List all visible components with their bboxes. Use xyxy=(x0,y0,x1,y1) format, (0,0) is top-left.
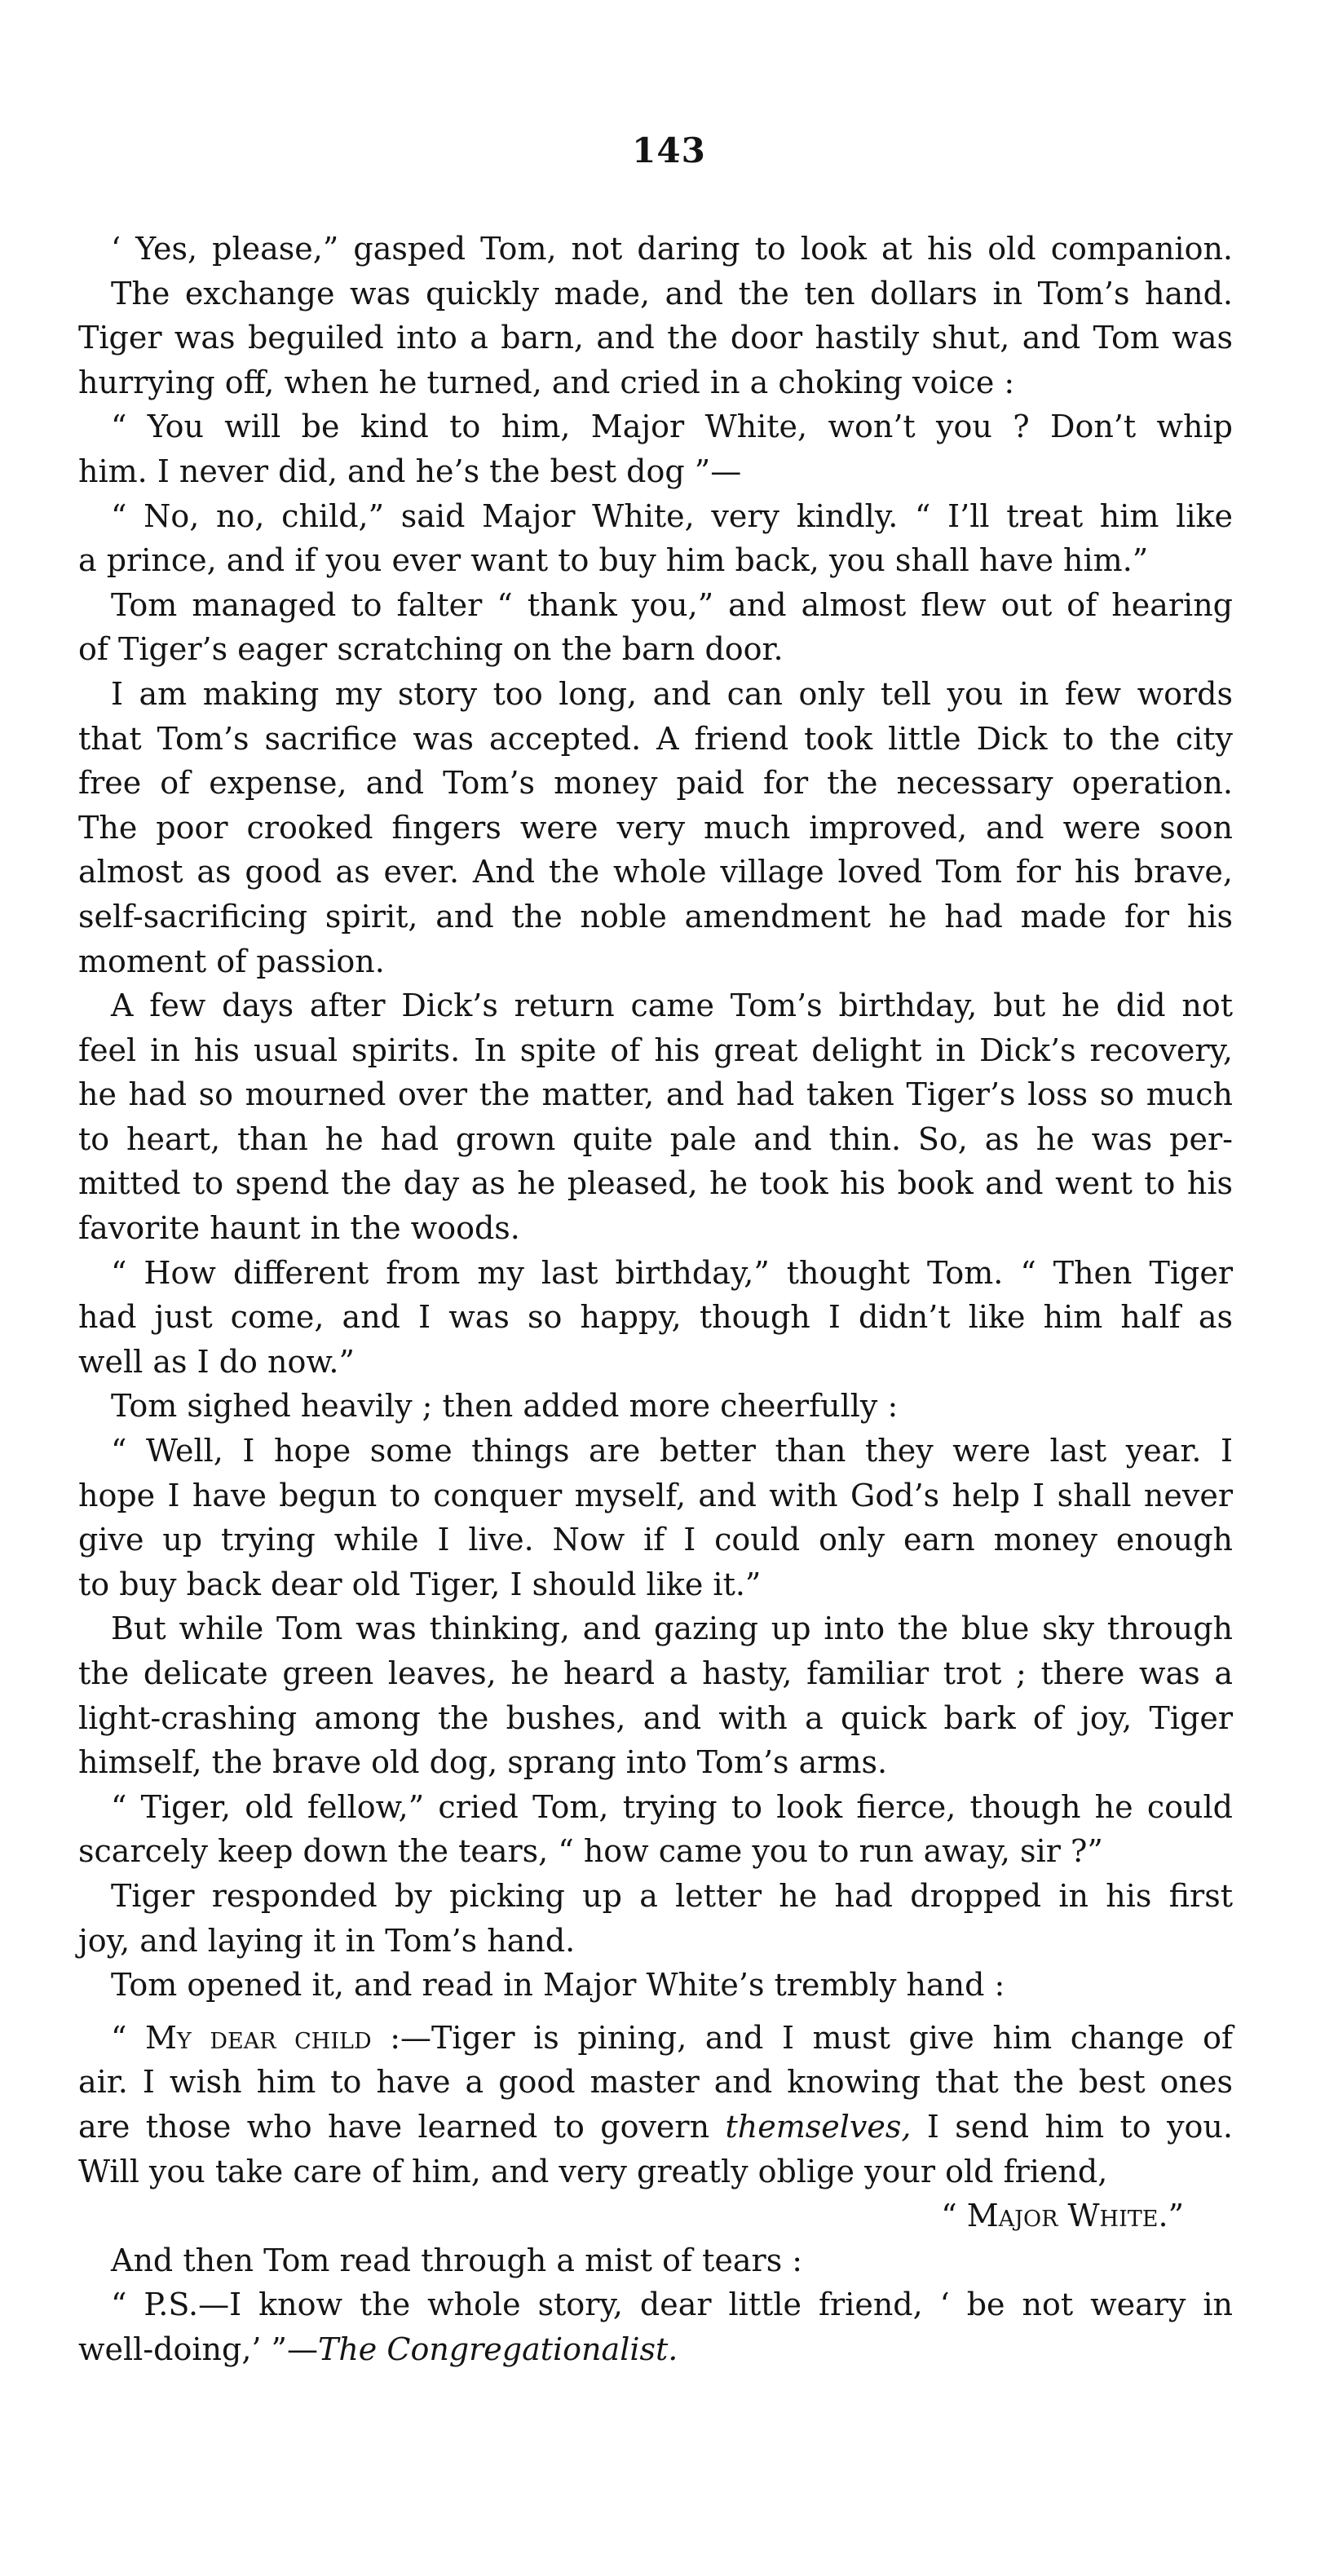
text-line: him. I never did, and he’s the best dog ”— xyxy=(78,453,742,489)
source-attribution: The Congregationalist. xyxy=(317,2331,678,2367)
text-line: light-crashing among the bushes, and with a quick bark of joy, Tiger xyxy=(78,1699,1233,1736)
text-line: to heart, than he had grown quite pale and thin. So, as he was per- xyxy=(78,1120,1233,1157)
text-line: give up trying while I live. Now if I could only earn money enough xyxy=(78,1522,1233,1558)
letter-line-3 xyxy=(78,2105,1233,2150)
story-text xyxy=(78,227,1233,2372)
text-line: he had so mourned over the matter, and had taken Tiger’s loss so much xyxy=(78,1076,1233,1113)
text-line: “ No, no, child,” said Major White, very kindly. “ I’ll treat him like xyxy=(111,497,1233,534)
text-line: a prince, and if you ever want to buy him back, you shall have him.” xyxy=(78,542,1149,579)
closing-line-2: “ P.S.—I know the whole story, dear little friend, ‘ be not weary in xyxy=(111,2287,1233,2323)
text-line: joy, and laying it in Tom’s hand. xyxy=(78,1922,576,1959)
text-line: of Tiger’s eager scratching on the barn door. xyxy=(78,631,784,668)
text-line: almost as good as ever. And the whole village loved Tom for his brave, xyxy=(78,854,1233,890)
text-line: “ How different from my last birthday,” thought Tom. “ Then Tiger xyxy=(111,1254,1233,1291)
text-line: feel in his usual spirits. In spite of his great delight in Dick’s recovery, xyxy=(78,1032,1233,1068)
text-line: the delicate green leaves, he heard a hasty, familiar trot ; there was a xyxy=(78,1655,1233,1691)
text-line: “ Well, I hope some things are better than they were last year. I xyxy=(111,1433,1233,1469)
letter-salutation: “ My dear child xyxy=(111,2019,372,2056)
text-line: hope I have begun to conquer myself, and with God’s help I shall never xyxy=(78,1477,1233,1513)
text-line: favorite haunt in the woods. xyxy=(78,1210,520,1247)
text-line: The poor crooked fingers were very much improved, and were soon xyxy=(78,809,1233,846)
letter-line-1-text: :—Tiger is pining, and I must give him change of xyxy=(371,2019,1234,2056)
letter-signature: “ Major White.” xyxy=(941,2198,1184,2234)
text-line: Tom managed to falter “ thank you,” and almost flew out of hearing xyxy=(111,586,1233,623)
letter-line-3-a: are those who have learned to govern xyxy=(78,2108,726,2145)
text-line: “ You will be kind to him, Major White, won’t you ? Don’t whip xyxy=(111,409,1233,445)
text-line: The exchange was quickly made, and the ten dollars in Tom’s hand. xyxy=(111,275,1233,312)
text-line: mitted to spend the day as he pleased, he took his book and went to his xyxy=(78,1165,1233,1202)
text-line: Tom opened it, and read in Major White’s trembly hand : xyxy=(111,1967,1005,2004)
text-line: had just come, and I was so happy, though I didn’t like him half as xyxy=(78,1299,1233,1336)
letter-line-4: Will you take care of him, and very greatly oblige your old friend, xyxy=(78,2153,1108,2189)
spacer xyxy=(78,2008,1233,2016)
text-line: self-sacrificing spirit, and the noble amendment he had made for his xyxy=(78,898,1233,935)
closing-line-3-a: well-doing,’ ”— xyxy=(78,2331,318,2367)
text-line: himself, the brave old dog, sprang into Tom’s arms. xyxy=(78,1744,888,1781)
text-line: to buy back dear old Tiger, I should like it.” xyxy=(78,1566,762,1602)
body-lines xyxy=(78,227,1233,2008)
closing-line-1: And then Tom read through a mist of tears : xyxy=(111,2242,803,2278)
text-line: I am making my story too long, and can only tell you in few words xyxy=(111,675,1233,712)
text-line: But while Tom was thinking, and gazing up into the blue sky through xyxy=(111,1611,1233,1647)
text-line: Tiger was beguiled into a barn, and the door hastily shut, and Tom was xyxy=(78,320,1233,356)
text-line: hurrying off, when he turned, and cried in a choking voice : xyxy=(78,364,1015,400)
letter-line-3-b: I send him to you. xyxy=(911,2108,1233,2145)
page-number: 143 xyxy=(632,130,706,170)
text-line: A few days after Dick’s return came Tom’s birthday, but he did not xyxy=(111,988,1233,1024)
text-line: Tiger responded by picking up a letter he had dropped in his first xyxy=(111,1877,1233,1914)
text-line: scarcely keep down the tears, “ how came you to run away, sir ?” xyxy=(78,1833,1103,1870)
text-line: Tom sighed heavily ; then added more cheerfully : xyxy=(111,1388,899,1425)
text-line: well as I do now.” xyxy=(78,1343,355,1380)
text-line: “ Tiger, old fellow,” cried Tom, trying to look fierce, though he could xyxy=(111,1788,1233,1825)
letter-line-2: air. I wish him to have a good master and knowing that the best ones xyxy=(78,2064,1233,2101)
text-line: moment of passion. xyxy=(78,943,385,979)
letter-line-1 xyxy=(78,2016,1233,2061)
letter-line-3-emphasis: themselves, xyxy=(725,2108,912,2145)
closing-line-3 xyxy=(78,2327,1233,2372)
text-line: that Tom’s sacrifice was accepted. A friend took little Dick to the city xyxy=(78,720,1233,757)
text-line: ‘ Yes, please,” gasped Tom, not daring to look at his old companion. xyxy=(111,231,1233,267)
text-line: free of expense, and Tom’s money paid for the necessary operation. xyxy=(78,765,1233,802)
